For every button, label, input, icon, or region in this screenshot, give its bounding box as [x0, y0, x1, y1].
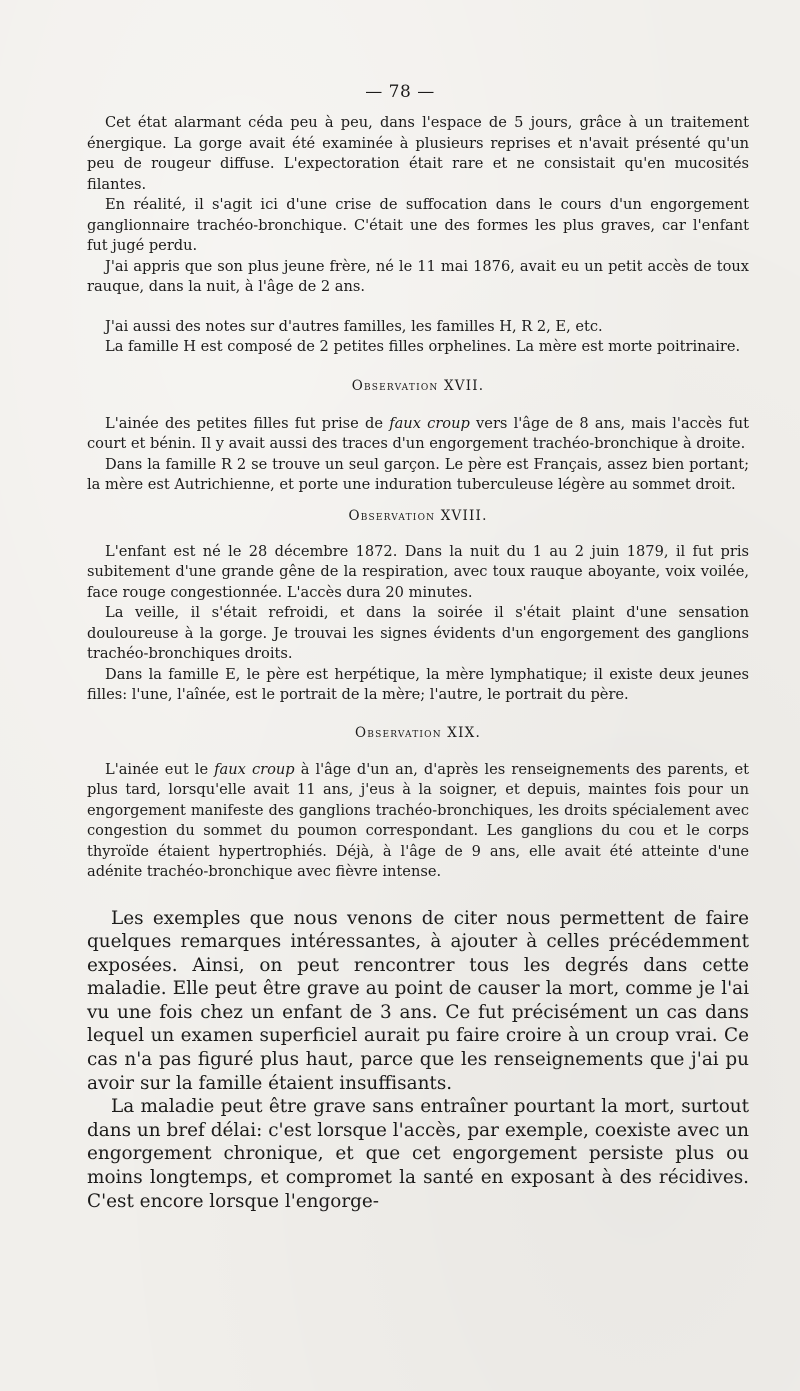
observation-19-body [87, 760, 749, 883]
paragraph: La veille, il s'était refroidi, et dans la soirée il s'était plaint d'une sensation douloureuse à la gorge. Je trouvai les signes évidents d'un engorgement des ganglions trachéo-bronchiques droits. [87, 604, 749, 662]
paragraph: J'ai appris que son plus jeune frère, né le 11 mai 1876, avait eu un petit accès de toux rauque, dans la nuit, à l'âge de 2 ans. [87, 257, 749, 295]
observation-17-body [87, 414, 749, 496]
page-number: — 78 — [365, 82, 435, 102]
observation-18-title: Observation XVIII. [348, 507, 488, 524]
paragraph: L'ainée des petites filles fut prise de faux croup vers l'âge de 8 ans, mais l'accès fut court et bénin. Il y avait aussi des traces d'un engorgement trachéo-bronchique à droite. [87, 414, 749, 452]
paragraph: L'ainée eut le faux croup à l'âge d'un an, d'après les renseignements des parents, et plus tard, lorsqu'elle avait 11 ans, j'eus à la soigner, et depuis, maintes fois pour un engorgement manifeste des ganglions trachéo-bronchiques, les droits spécialement avec congestion du sommet du poumon correspondant. Les ganglions du cou et le corps thyroïde étaient hypertrophiés. Déjà, à l'âge de 9 ans, elle avait été atteinte d'une adénite trachéo-bronchique avec fièvre intense. [87, 760, 749, 880]
emphasis: faux croup [214, 760, 295, 778]
emphasis: faux croup [389, 414, 470, 432]
paragraph: En réalité, il s'agit ici d'une crise de suffocation dans le cours d'un engorgement ganglionnaire trachéo-bronchique. C'était une des formes les plus graves, car l'enfant fut jugé perdu. [87, 196, 749, 254]
observation-17-title: Observation XVII. [351, 377, 485, 394]
paragraph: Les exemples que nous venons de citer nous permettent de faire quelques remarques intéressantes, à ajouter à celles précédemment exposées. Ainsi, on peut rencontrer tous les degrés dans cette maladie. Elle peut être grave au point de causer la mort, comme je l'ai vu une fois chez un enfant de 3 ans. Ce fut précisément un cas dans lequel un examen superficiel aurait pu faire croire à un croup vrai. Ce cas n'a pas figuré plus haut, parce que les renseignements que j'ai pu avoir sur la famille étaient insuffisants. [87, 907, 749, 1094]
paragraph: La famille H est composé de 2 petites filles orphelines. La mère est morte poitrinaire. [105, 338, 741, 355]
paragraph: J'ai aussi des notes sur d'autres familles, les familles H, R 2, E, etc. [105, 317, 603, 335]
paragraph: Dans la famille E, le père est herpétique, la mère lymphatique; il existe deux jeunes filles: l'une, l'aînée, est le portrait de la mère; l'autre, le portrait du père. [87, 665, 749, 703]
observation-19-title: Observation XIX. [355, 724, 481, 741]
paragraph: L'enfant est né le 28 décembre 1872. Dans la nuit du 1 au 2 juin 1879, il fut pris subitement d'une grande gêne de la respiration, avec toux rauque aboyante, voix voilée, face rouge congestionnée. L'accès dura 20 minutes. [87, 542, 749, 601]
page-content [87, 113, 749, 1213]
intro-section [87, 113, 749, 358]
paragraph: La maladie peut être grave sans entraîner pourtant la mort, surtout dans un bref délai: c'est lorsque l'accès, par exemple, coexiste avec un engorgement chronique, et que cet engorgement persiste plus ou moins longtemps, et compromet la santé en exposant à des récidives. C'est encore lorsque l'engorge- [87, 1096, 749, 1212]
discussion-section [87, 907, 749, 1214]
paragraph: Cet état alarmant céda peu à peu, dans l'espace de 5 jours, grâce à un traitement énergique. La gorge avait été examinée à plusieurs reprises et n'avait présenté qu'un peu de rougeur diffuse. L'expectoration était rare et ne consistait qu'en mucosités filantes. [87, 114, 749, 193]
observation-18-body [87, 542, 749, 706]
paragraph: Dans la famille R 2 se trouve un seul garçon. Le père est Français, assez bien portant; la mère est Autrichienne, et porte une induration tuberculeuse légère au sommet droit. [87, 455, 749, 493]
